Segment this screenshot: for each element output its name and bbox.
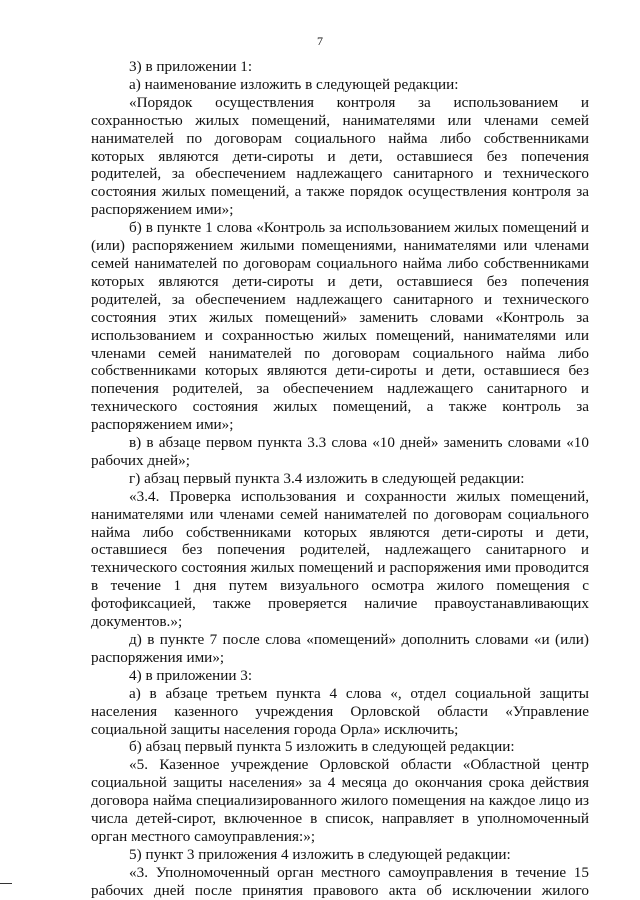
paragraph: «Порядок осуществления контроля за использованием и сохранностью жилых помещений, нанимателями или членами семей нанимателей по договорам социального найма либо собственниками которых являются дети-сироты и дети, оставшиеся без попечения родителей, за обеспечением надлежащего санитарного и технического состояния жилых помещений, а также порядок осуществления контроля за распоряжением ими»; xyxy=(91,93,589,219)
paragraph: б) абзац первый пункта 5 изложить в следующей редакции: xyxy=(129,738,515,756)
document-body xyxy=(91,58,589,900)
paragraph: д) в пункте 7 после слова «помещений» дополнить словами «и (или) распоряжения ими»; xyxy=(91,631,589,666)
paragraph: 5) пункт 3 приложения 4 изложить в следующей редакции: xyxy=(129,845,511,863)
page-number: 7 xyxy=(317,34,323,48)
paragraph: б) в пункте 1 слова «Контроль за использованием жилых помещений и (или) распоряжением жилыми помещениями, нанимателями или членами семей нанимателей по договорам социального найма либо собственниками которых являются дети-сироты и дети, оставшиеся без попечения родителей, за обеспечением надлежащего санитарного и технического состояния этих жилых помещений» заменить словами «Контроль за использованием и сохранностью жилых помещений, нанимателями или членами семей нанимателей по договорам социального найма либо собственниками которых являются дети-сироты и дети, оставшиеся без попечения родителей, за обеспечением надлежащего санитарного и технического состояния жилых помещений, а также контроль за распоряжением ими»; xyxy=(91,219,589,434)
paragraph: а) наименование изложить в следующей редакции: xyxy=(129,75,459,93)
paragraph: 4) в приложении 3: xyxy=(129,666,253,684)
paragraph: а) в абзаце третьем пункта 4 слова «, отдел социальной защиты населения казенного учреждения Орловской области «Управление социальной защиты населения города Орла» исключить; xyxy=(91,684,589,738)
paragraph: г) абзац первый пункта 3.4 изложить в следующей редакции: xyxy=(129,469,525,487)
paragraph: «3. Уполномоченный орган местного самоуправления в течение 15 рабочих дней после принятия правового акта об исключении жилого xyxy=(91,863,589,899)
paragraph: «5. Казенное учреждение Орловской области «Областной центр социальной защиты населения» за 4 месяца до окончания срока действия договора найма специализированного жилого помещения на каждое лицо из числа детей-сирот, включенное в список, направляет в уполномоченный орган местного самоуправления:»; xyxy=(91,756,589,845)
paragraph: «3.4. Проверка использования и сохранности жилых помещений, нанимателями или членами семей нанимателей по договорам социального найма либо собственниками которых являются дети-сироты и дети, оставшиеся без попечения родителей, надлежащего санитарного и технического состояния жилых помещений и распоряжения ими проводится в течение 1 дня путем визуального осмотра жилого помещения с фотофиксацией, также проверяется наличие правоустанавливающих документов.»; xyxy=(91,487,589,631)
page-edge-mark xyxy=(0,883,12,884)
paragraph: 3) в приложении 1: xyxy=(129,58,253,75)
paragraph: в) в абзаце первом пункта 3.3 слова «10 дней» заменить словами «10 рабочих дней»; xyxy=(91,434,589,469)
